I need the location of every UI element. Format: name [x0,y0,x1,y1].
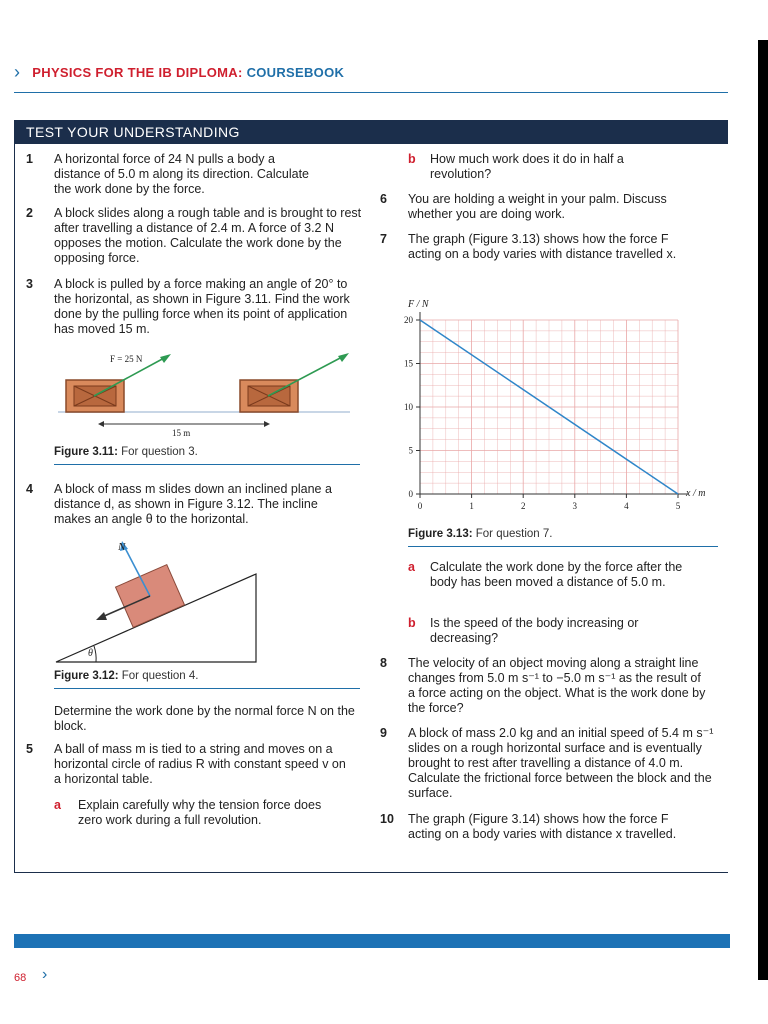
question-text: A block of mass m slides down an inclined plane a distance d, as shown in Figure 3.12. The incline makes an angle θ to the horizontal. [54,482,332,526]
panel-left-rule [14,144,15,872]
question-number: 9 [380,726,387,740]
question-9 [408,726,718,801]
y-tick-label: 15 [404,358,413,369]
figure-caption-text: For question 4. [121,670,199,682]
question-number: 2 [26,206,33,220]
figure-label: Figure 3.12: [54,670,119,682]
x-tick-label: 4 [624,501,629,511]
question-text: The graph (Figure 3.14) shows how the force F acting on a body varies with distance x travelled. [408,812,677,841]
question-5 [54,742,354,787]
figure-label: Figure 3.11: [54,446,118,458]
footer-bar [14,934,730,948]
question-text: A block slides along a rough table and is brought to rest after travelling a distance of 2.4 m. A force of 3.2 N opposes the motion. Calculate the work done by the opposing force. [54,206,362,265]
question-text: A horizontal force of 24 N pulls a body a distance of 5.0 m along its direction. Calculate the work done by the force. [54,152,309,196]
force-arrow-end [268,356,344,396]
question-4-part-2 [54,704,364,734]
x-tick-label: 3 [572,501,578,511]
y-tick-label: 10 [404,402,413,412]
subquestion-label: b [408,152,416,166]
arrowhead-icon [264,421,270,427]
question-text: The graph (Figure 3.13) shows how the force F acting on a body varies with distance travelled x. [408,232,677,261]
question-7 [408,232,698,262]
x-axis-label: x / m [686,488,706,499]
running-header [14,62,344,83]
figure-3-13-chart [396,294,726,516]
question-1 [54,152,324,197]
book-title: PHYSICS FOR THE IB DIPLOMA: [32,65,243,80]
question-number: 6 [380,192,387,206]
arrowhead-icon [96,612,107,620]
figure-label: Figure 3.13: [408,528,473,540]
question-text: A ball of mass m is tied to a string and moves on a horizontal circle of radius R with constant speed v on a horizontal table. [54,742,346,786]
question-text: You are holding a weight in your palm. Discuss whether you are doing work. [408,192,667,221]
book-subtitle: COURSEBOOK [246,65,345,80]
y-tick-label: 20 [404,315,413,325]
caption-rule [408,546,718,547]
question-7a [430,560,700,590]
question-number: 8 [380,656,387,670]
question-number: 7 [380,232,387,246]
y-tick-label: 0 [408,489,413,499]
x-tick-label: 1 [469,501,474,511]
force-label: F = 25 N [110,354,143,364]
question-3 [54,277,359,337]
question-number: 1 [26,152,33,166]
x-tick-label: 2 [520,501,526,511]
question-text: Is the speed of the body increasing or decreasing? [430,616,639,645]
question-5a [78,798,348,828]
arrowhead-icon [160,354,171,363]
question-5b [430,152,660,182]
question-text: The velocity of an object moving along a straight line changes from 5.0 m s⁻¹ to −5.0 m s⁻¹ as the result of a force acting on the object. What is the work done by the force? [408,656,706,715]
subquestion-label: a [408,560,415,574]
question-text: Determine the work done by the normal force N on the block. [54,704,355,733]
question-2 [54,206,366,266]
arrowhead-icon [338,353,349,362]
page-edge-shadow [758,40,768,980]
question-number: 5 [26,742,33,756]
y-tick-label: 5 [408,445,413,456]
subquestion-label: a [54,798,61,812]
question-text: A block of mass 2.0 kg and an initial speed of 5.4 m s⁻¹ slides on a rough horizontal surface and is eventually brought to rest after travelling a distance of 4.0 m. Calculate the frictional force between the block and the surface. [408,726,714,800]
figure-caption [54,670,198,682]
distance-label: 15 m [172,428,191,438]
page-number: 68 [14,972,27,984]
question-text: A block is pulled by a force making an angle of 20° to the horizontal, as shown in Figure 3.11. Find the work done by the pulling force when its point of application has moved 15 m. [54,277,350,336]
question-6 [408,192,668,222]
figure-3-11 [54,348,364,440]
question-10 [408,812,698,842]
figure-caption [54,446,198,458]
question-text: How much work does it do in half a revolution? [430,152,624,181]
caption-rule [54,688,360,689]
figure-caption-text: For question 3. [121,446,198,458]
question-number: 4 [26,482,33,496]
chevron-right-icon: › [14,62,21,82]
figure-3-12 [54,538,264,666]
question-text: Explain carefully why the tension force does zero work during a full revolution. [78,798,322,827]
figure-caption-text: For question 7. [475,528,553,540]
normal-label: N [118,541,126,553]
question-text: Calculate the work done by the force after the body has been moved a distance of 5.0 m. [430,560,683,589]
question-8 [408,656,708,716]
y-axis-label: F / N [408,299,429,310]
question-7b [430,616,680,646]
x-tick-label: 5 [675,501,681,511]
section-title: TEST YOUR UNDERSTANDING [26,124,240,140]
header-rule [14,92,728,93]
figure-caption [408,528,552,540]
angle-label: θ [88,648,93,659]
question-4 [54,482,354,527]
x-tick-label: 0 [417,501,423,511]
arrowhead-icon [98,421,104,427]
chevron-right-icon: › [42,966,48,983]
subquestion-label: b [408,616,416,630]
question-number: 10 [380,812,394,826]
caption-rule [54,464,360,465]
question-number: 3 [26,277,33,291]
panel-bottom-rule [14,872,728,873]
